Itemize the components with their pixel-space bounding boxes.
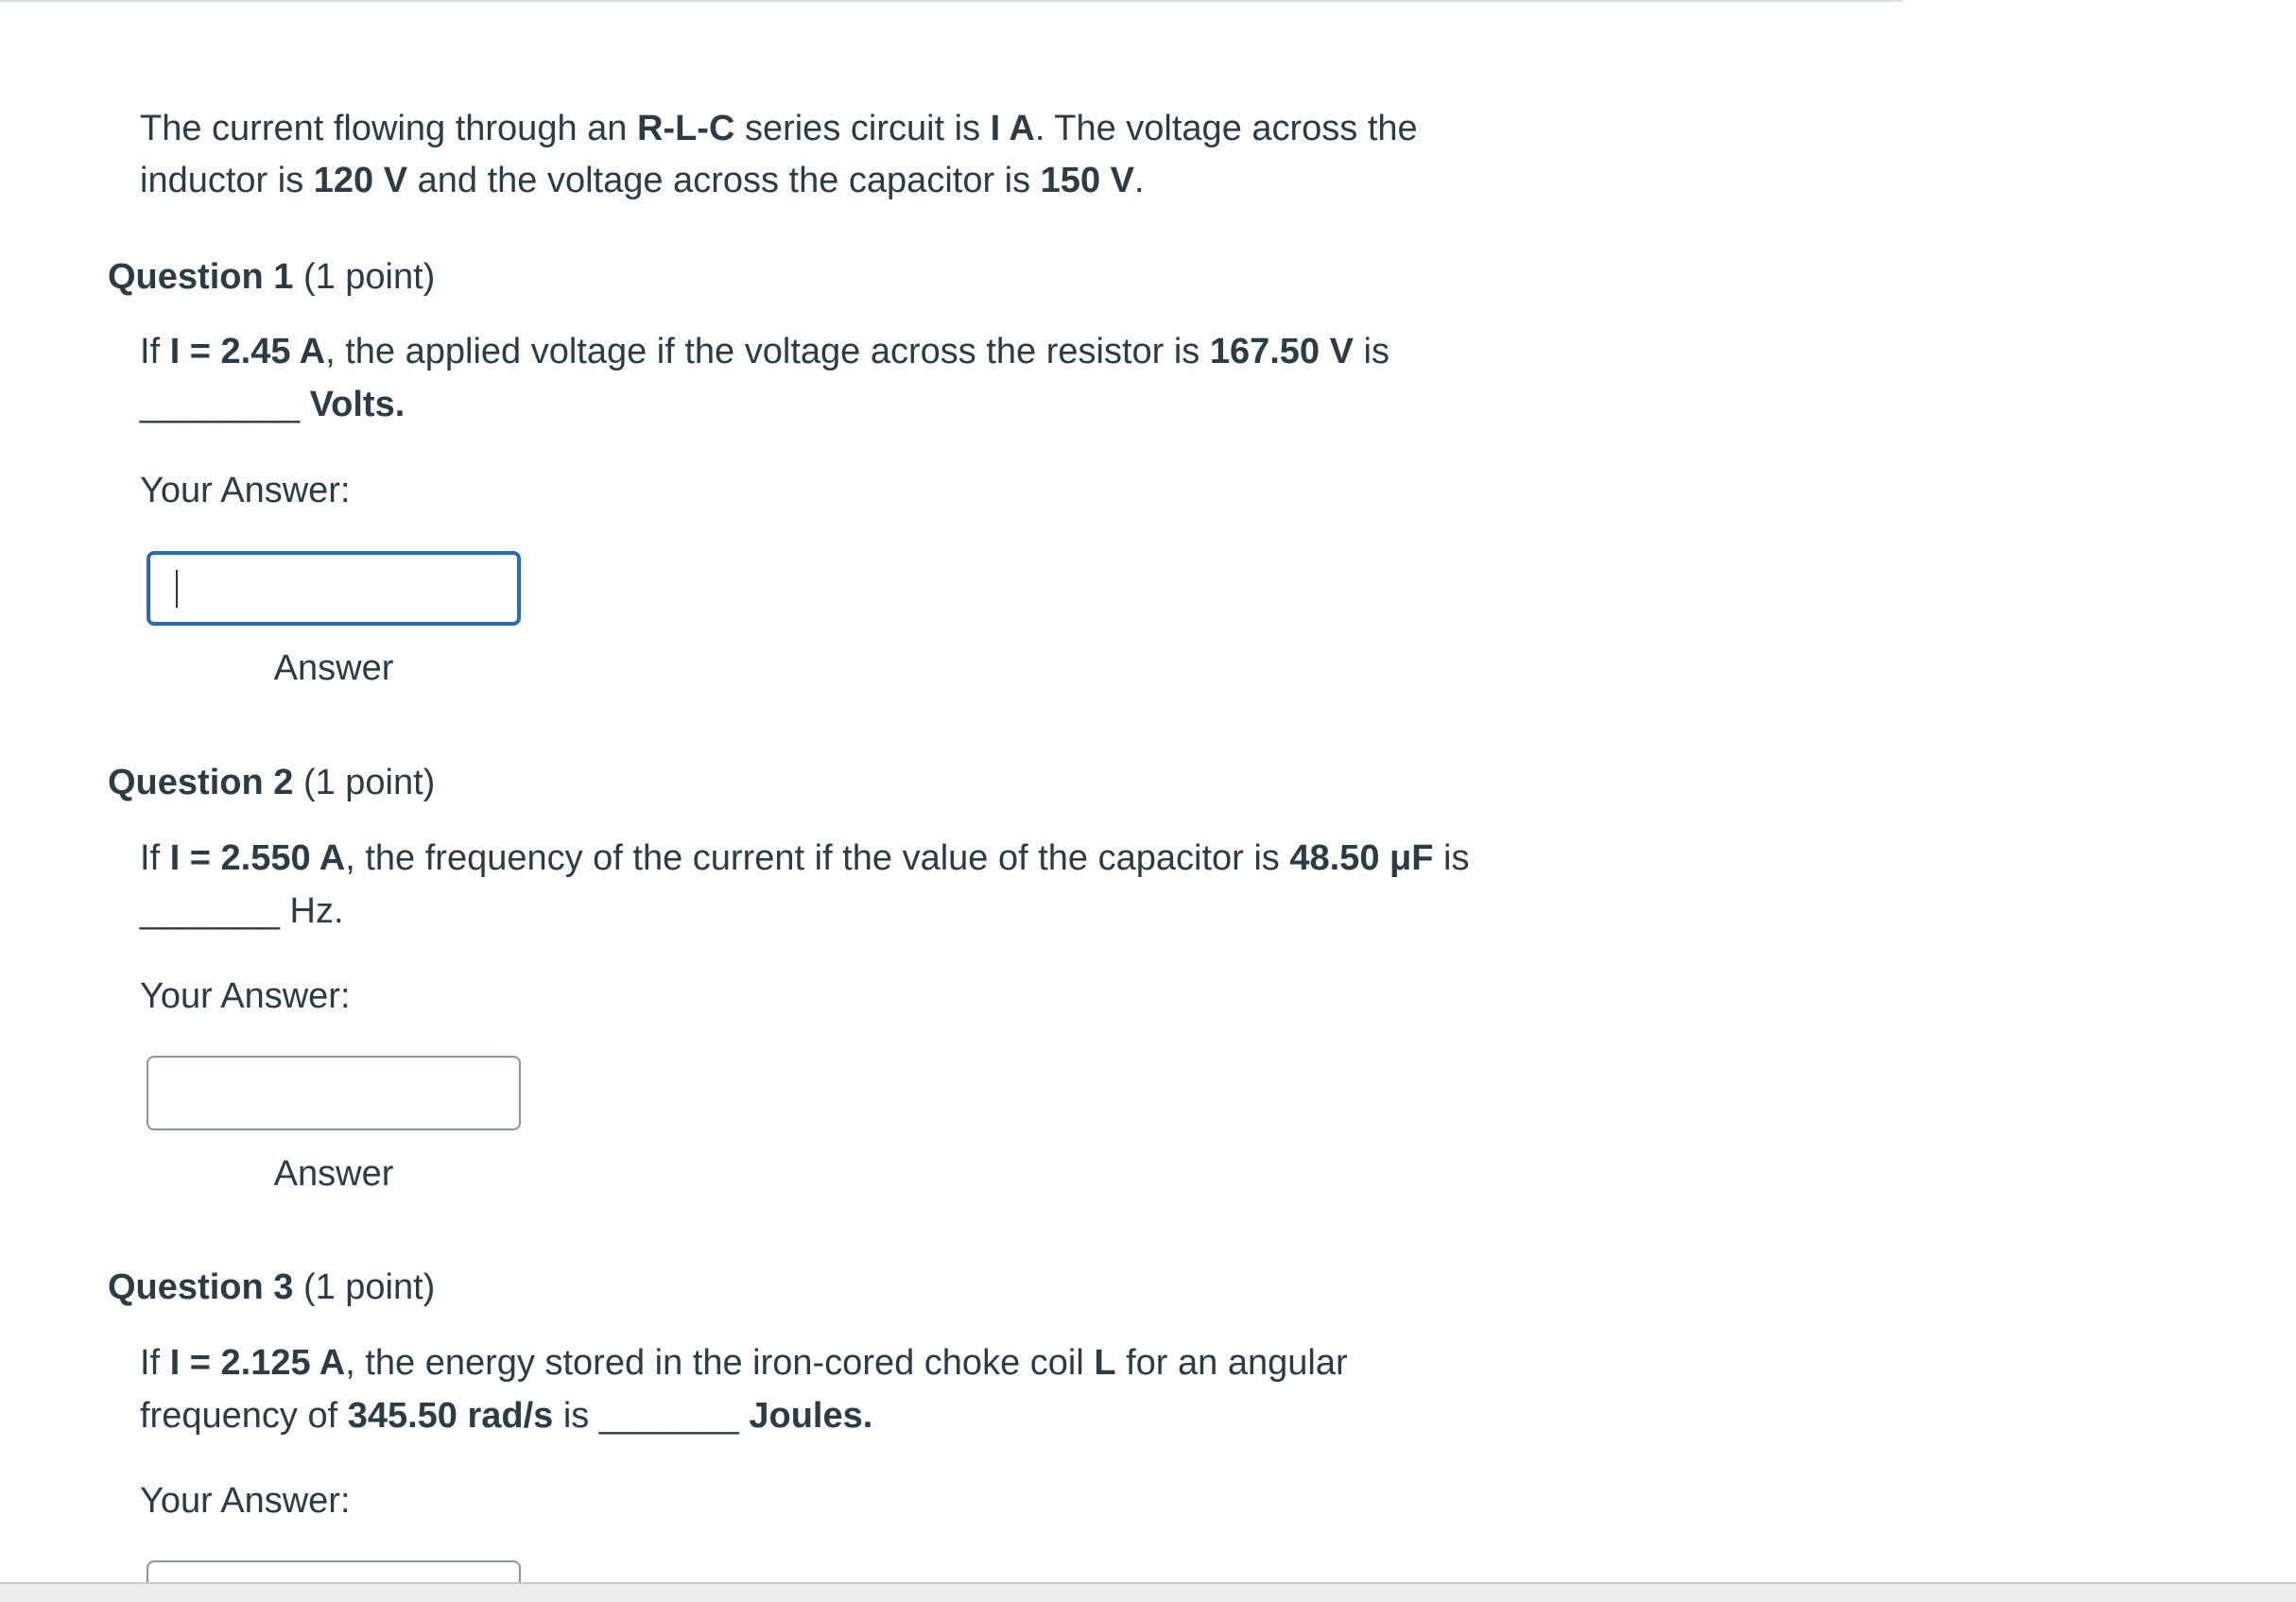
question-3-text-line-1: If I = 2.125 A, the energy stored in the iron-cored choke coil L for an angular [140,1343,1348,1383]
question-1-your-answer-label: Your Answer: [140,471,351,510]
question-1-heading: Question 1 (1 point) [108,257,436,297]
question-3-heading: Question 3 (1 point) [108,1267,436,1307]
text-caret [176,570,178,608]
question-2-heading: Question 2 (1 point) [108,763,436,802]
question-2-answer-input[interactable] [147,1056,521,1130]
intro-line-2: inductor is 120 V and the voltage across the capacitor is 150 V. [140,161,1145,200]
question-2-answer-label: Answer [273,1154,394,1194]
top-divider [0,0,1902,2]
question-3-your-answer-label: Your Answer: [140,1481,351,1521]
intro-line-1: The current flowing through an R-L-C series circuit is I A. The voltage across the [140,109,1418,148]
question-3-text-line-2: frequency of 345.50 rad/s is _______ Joules. [140,1396,873,1436]
question-2-text-line-2: _______ Hz. [140,891,344,931]
question-1-answer-label: Answer [273,648,394,688]
window-bottom-edge [0,1582,2296,1602]
question-1-answer-input[interactable] [147,551,521,626]
question-2-your-answer-label: Your Answer: [140,976,351,1016]
question-1-text-line-2: ________ Volts. [140,385,406,424]
question-1-text-line-1: If I = 2.45 A, the applied voltage if the voltage across the resistor is 167.50 V is [140,332,1390,371]
question-2-text-line-1: If I = 2.550 A, the frequency of the current if the value of the capacitor is 48.50 μF is [140,838,1470,878]
